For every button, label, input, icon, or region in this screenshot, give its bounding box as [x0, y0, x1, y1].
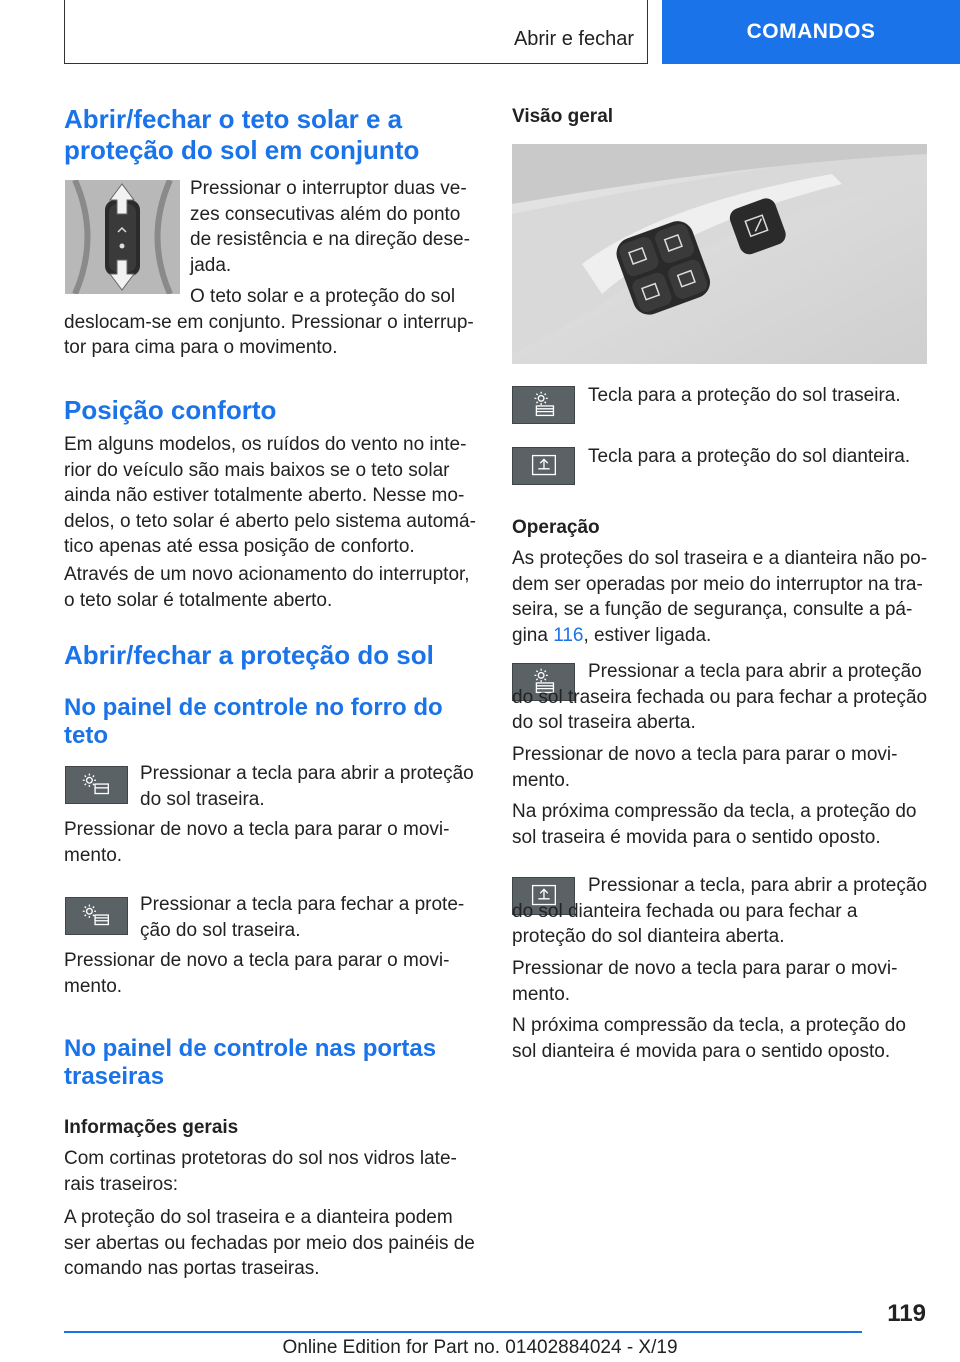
heading-operacao: Operação [512, 517, 600, 538]
paragraph-forro-1: Pressionar a tecla para abrir a proteção do sol traseira. [140, 763, 474, 810]
paragraph-info-2: A proteção do sol traseira e a dianteira podem ser abertas ou fechadas por meio dos painéis de comando nas portas traseiras. [64, 1207, 475, 1279]
heading-portas: No painel de controle nas portas traseiras [64, 1035, 437, 1090]
page-number: 119 [887, 1300, 926, 1327]
paragraph-conjunto-2: O teto solar e a proteção do sol deslocam-se em conjunto. Pressionar o interruptor para cima para o movimento. [64, 286, 474, 358]
paragraph-operacao-2: Pressionar a tecla para abrir a proteção do sol traseira fechada ou para fechar a proteção do sol traseira aberta. [512, 661, 928, 733]
paragraph-operacao-1: As proteções do sol traseira e a dianteira não podem ser operadas por meio do interruptor na traseira, se a função de segurança, consulte a página 116, estiver ligada. [512, 548, 928, 646]
page-link[interactable]: 116 [553, 624, 584, 646]
rear-sunshade-close-key-icon [65, 897, 128, 935]
roof-switch-image [65, 180, 180, 294]
heading-conforto: Posição conforto [64, 395, 277, 425]
heading-info: Informações gerais [64, 1117, 239, 1138]
paragraph-forro-4: Pressionar de novo a tecla para parar o movimento. [64, 950, 450, 997]
paragraph-conforto-1: Em alguns modelos, os ruídos do vento no interior do veículo são mais baixos se o teto solar ainda não estiver totalmente aberto. Nesse modelos, o teto solar é aberto pelo sistema automático apenas até essa posição de conforto. [64, 434, 476, 557]
paragraph-operacao-3: Pressionar de novo a tecla para parar o movimento. [512, 744, 898, 791]
paragraph-operacao-5: Pressionar a tecla, para abrir a proteção do sol dianteira fechada ou para fechar a proteção do sol dianteira aberta. [512, 875, 928, 947]
paragraph-operacao-4: Na próxima compressão da tecla, a proteção do sol traseira é movida para o sentido oposto. [512, 801, 917, 848]
heading-visao: Visão geral [512, 106, 614, 127]
legend-front-key-icon [512, 447, 575, 485]
paragraph-operacao-6: Pressionar de novo a tecla para parar o movimento. [512, 958, 898, 1005]
paragraph-info-1: Com cortinas protetoras do sol nos vidros laterais traseiros: [64, 1148, 457, 1195]
header-chapter-tab[interactable]: COMANDOS [662, 0, 960, 64]
heading-protecao: Abrir/fechar a proteção do sol [64, 640, 434, 670]
paragraph-conjunto-1: Pressionar o interruptor duas vezes consecutivas além do ponto de resistência e na direção desejada. [190, 178, 470, 276]
header-section-title: Abrir e fechar [513, 28, 634, 50]
rear-sunshade-key-icon [65, 766, 128, 804]
paragraph-forro-3: Pressionar a tecla para fechar a proteção do sol traseira. [140, 894, 465, 941]
paragraph-conforto-2: Através de um novo acionamento do interruptor, o teto solar é totalmente aberto. [64, 564, 470, 611]
paragraph-operacao-7: N próxima compressão da tecla, a proteção do sol dianteira é movida para o sentido oposto. [512, 1015, 906, 1062]
paragraph-forro-2: Pressionar de novo a tecla para parar o movimento. [64, 819, 450, 866]
legend-rear-text: Tecla para a proteção do sol traseira. [588, 385, 901, 406]
heading-conjunto: Abrir/fechar o teto solar e a proteção do sol em conjunto [64, 104, 420, 165]
door-panel-image [512, 144, 927, 364]
legend-front-text: Tecla para a proteção do sol dianteira. [588, 446, 911, 467]
heading-forro: No painel de controle no forro do teto [64, 694, 443, 749]
legend-rear-key-icon [512, 386, 575, 424]
footer-edition: Online Edition for Part no. 01402884024 - X/19 [282, 1337, 678, 1358]
footer-divider [64, 1331, 862, 1333]
